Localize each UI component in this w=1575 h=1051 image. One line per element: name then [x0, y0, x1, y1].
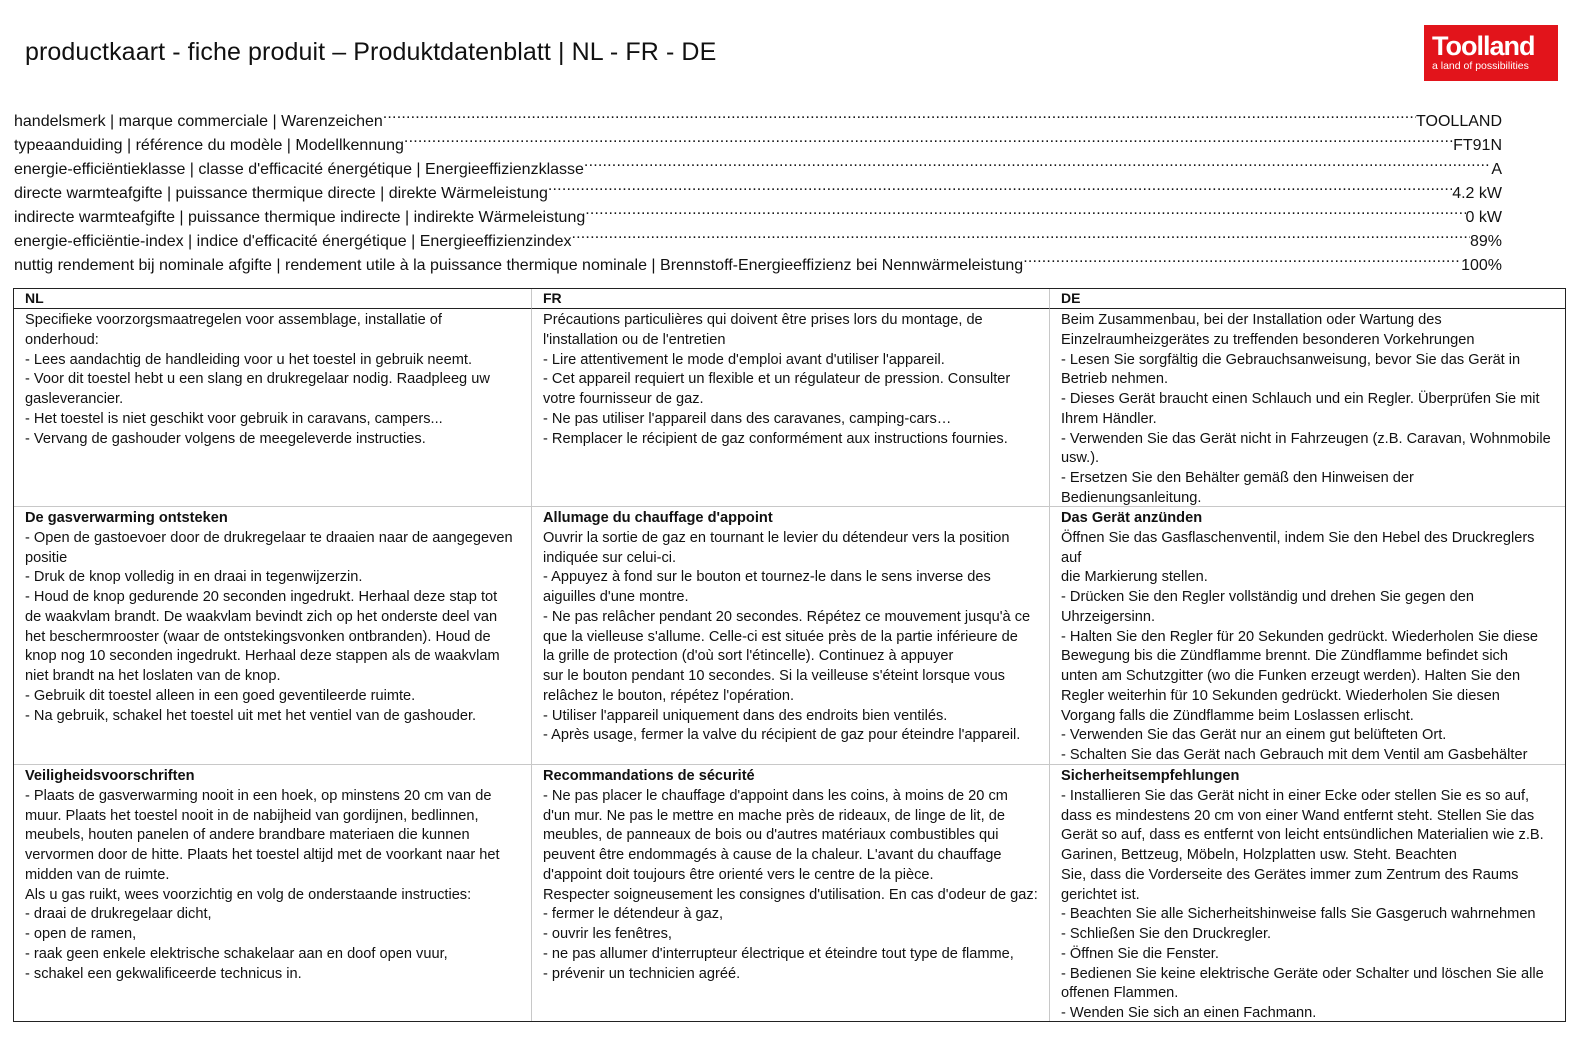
spec-label: typeaanduiding | référence du modèle | Modellkennung — [14, 137, 404, 154]
text-line: - Ne pas placer le chauffage d'appoint dans les coins, à moins de 20 cm — [543, 787, 1008, 804]
section-title: De gasverwarming ontsteken — [25, 510, 228, 526]
text-line: peuvent être endommagés à cause de la chaleur. L'avant du chauffage — [543, 847, 1002, 863]
text-line: aiguilles d'une montre. — [543, 589, 689, 605]
text-line: - Het toestel is niet geschikt voor gebruik in caravans, campers... — [25, 410, 443, 427]
spec-dot-leader — [1023, 246, 1461, 270]
text-line: - Lesen Sie sorgfältig die Gebrauchsanweisung, bevor Sie das Gerät in — [1061, 351, 1521, 368]
spec-label: directe warmteafgifte | puissance thermique directe | direkte Wärmeleistung — [14, 185, 548, 202]
spec-value: FT91N — [1453, 137, 1502, 154]
text-line: meubels, houten panelen of andere brandbare materiaen die kunnen — [25, 827, 470, 844]
text-line: votre fournisseur de gaz. — [543, 391, 704, 407]
text-line: - Ne pas relâcher pendant 20 secondes. Répétez ce mouvement jusqu'à ce — [543, 608, 1031, 625]
spec-dot-leader — [584, 150, 1491, 174]
text-line: gasleverancier. — [25, 391, 124, 407]
text-line: - Schließen Sie den Druckregler. — [1061, 926, 1272, 942]
spec-dot-leader — [572, 222, 1470, 246]
text-line: - Verwenden Sie das Gerät nur an einem gut belüfteten Ort. — [1061, 727, 1447, 744]
text-line: Bewegung bis die Zündflamme brennt. Die Zündflamme befindet sich — [1061, 648, 1508, 665]
text-line: relâchez le bouton, répétez l'opération. — [543, 687, 795, 704]
text-line: Beim Zusammenbau, bei der Installation oder Wartung des — [1061, 312, 1442, 328]
toolland-logo — [1424, 25, 1558, 81]
spec-label: handelsmerk | marque commerciale | Warenzeichen — [14, 113, 383, 130]
text-line: Respecter soigneusement les consignes d'utilisation. En cas d'odeur de gaz: — [543, 886, 1038, 903]
text-line: - Ersetzen Sie den Behälter gemäß den Hinweisen der — [1061, 470, 1414, 486]
text-line: la grille de protection (d'où sort l'étincelle). Continuez à appuyer — [543, 648, 954, 665]
section-title: Veiligheidsvoorschriften — [25, 768, 195, 784]
text-line: Einzelraumheizgerätes zu treffenden besonderen Vorkehrungen — [1061, 331, 1475, 348]
text-line: - Cet appareil requiert un flexible et un régulateur de pression. Consulter — [543, 371, 1011, 388]
text-line: - Houd de knop gedurende 20 seconden ingedrukt. Herhaal deze stap tot — [25, 589, 498, 605]
table-cell — [14, 309, 532, 507]
logo-name: Toolland — [1432, 31, 1535, 61]
spec-label: indirecte warmteafgifte | puissance thermique indirecte | indirekte Wärmeleistung — [14, 209, 586, 226]
text-line: l'installation ou de l'entretien — [543, 331, 726, 348]
text-line: usw.). — [1061, 450, 1100, 467]
section-title: Das Gerät anzünden — [1061, 510, 1203, 526]
text-line: - Halten Sie den Regler für 20 Sekunden gedrückt. Wiederholen Sie diese — [1061, 628, 1539, 645]
table-cell — [1050, 765, 1565, 1021]
spec-row — [14, 102, 1502, 130]
text-line: - Schalten Sie das Gerät nach Gebrauch mit dem Ventil am Gasbehälter — [1061, 747, 1528, 763]
info-table — [13, 288, 1566, 1022]
text-line: Gerät so auf, dass es entfernt von leicht entsündlichen Materialien wie z.B. — [1061, 827, 1544, 844]
section-title: Recommandations de sécurité — [543, 768, 755, 784]
text-line: Précautions particulières qui doivent être prises lors du montage, de — [543, 312, 983, 328]
text-line: die Markierung stellen. — [1061, 569, 1208, 586]
table-cell — [532, 507, 1050, 765]
spec-label: energie-efficiëntie-index | indice d'efficacité énergétique | Energieeffizienzindex — [14, 233, 572, 250]
text-line: - Drücken Sie den Regler vollständig und drehen Sie gegen den — [1061, 589, 1474, 605]
text-line: - Installieren Sie das Gerät nicht in einer Ecke oder stellen Sie es so auf, — [1061, 787, 1530, 804]
text-line: Specifieke voorzorgsmaatregelen voor assemblage, installatie of — [25, 312, 442, 328]
text-line: - Lees aandachtig de handleiding voor u het toestel in gebruik neemt. — [25, 351, 473, 368]
text-line: midden van de ruimte. — [25, 866, 170, 883]
section-title: Allumage du chauffage d'appoint — [543, 510, 773, 526]
text-line: sur le bouton pendant 10 secondes. Si la veilleuse s'éteint lorsque vous — [543, 668, 1005, 684]
text-line: Bedienungsanleitung. — [1061, 489, 1202, 506]
text-line: de waakvlam brandt. De waakvlam bevindt zich op het onderste deel van — [25, 608, 498, 625]
text-line: - Beachten Sie alle Sicherheitshinweise falls Sie Gasgeruch wahrnehmen — [1061, 906, 1536, 923]
section-title: Sicherheitsempfehlungen — [1061, 768, 1240, 784]
text-line: Regler weiterhin für 10 Sekunden gedrückt. Wiederholen Sie diesen — [1061, 687, 1500, 704]
spec-value: 4.2 kW — [1452, 185, 1502, 202]
text-line: gerichtet ist. — [1061, 886, 1140, 903]
text-line: - Utiliser l'appareil uniquement dans des endroits bien ventilés. — [543, 707, 948, 724]
table-cell — [1050, 507, 1565, 765]
text-line: - ne pas allumer d'interrupteur électrique et éteindre tout type de flamme, — [543, 945, 1014, 962]
text-line: onderhoud: — [25, 331, 99, 348]
text-line: - Gebruik dit toestel alleen in een goed geventileerde ruimte. — [25, 687, 416, 704]
text-line: - Na gebruik, schakel het toestel uit met het ventiel van de gashouder. — [25, 707, 477, 724]
text-line: - Ne pas utiliser l'appareil dans des caravanes, camping-cars… — [543, 410, 952, 427]
page-title: productkaart - fiche produit – Produktdatenblatt | NL - FR - DE — [25, 38, 717, 66]
text-line: - raak geen enkele elektrische schakelaar aan en doof open vuur, — [25, 945, 448, 962]
text-line: - Remplacer le récipient de gaz conformément aux instructions fournies. — [543, 430, 1008, 447]
text-line: dass es mindestens 20 cm von einer Wand entfernt steht. Stellen Sie das — [1061, 807, 1535, 824]
table-cell — [14, 507, 532, 765]
spec-value: A — [1491, 161, 1502, 178]
text-line: - Bedienen Sie keine elektrische Geräte oder Schalter und löschen Sie alle — [1061, 965, 1544, 982]
text-line: Uhrzeigersinn. — [1061, 608, 1156, 625]
column-header-de: DE — [1050, 289, 1565, 309]
text-line: - draai de drukregelaar dicht, — [25, 906, 212, 923]
spec-value: 100% — [1461, 257, 1502, 274]
text-line: - Open de gastoevoer door de drukregelaar te draaien naar de aangegeven — [25, 529, 513, 546]
text-line: d'un mur. Ne pas le mettre en mache près de rideaux, de linge de lit, de — [543, 807, 1005, 824]
text-line: - Vervang de gashouder volgens de meegeleverde instructies. — [25, 430, 426, 447]
spec-dot-leader — [548, 174, 1452, 198]
spec-value: 89% — [1469, 233, 1502, 250]
logo-tagline: a land of possibilities — [1432, 60, 1529, 72]
text-line: - Druk de knop volledig in en draai in tegenwijzerzin. — [25, 569, 363, 586]
text-line: - Dieses Gerät braucht einen Schlauch und ein Regler. Überprüfen Sie mit — [1061, 391, 1540, 407]
text-line: Ihrem Händler. — [1061, 410, 1157, 427]
table-cell — [532, 309, 1050, 507]
text-line: Sie, dass die Vorderseite des Gerätes immer zum Zentrum des Raums — [1061, 866, 1519, 883]
text-line: vervormen door de hitte. Plaats het toestel altijd met de voorkant naar het — [25, 847, 500, 863]
text-line: offenen Flammen. — [1061, 985, 1179, 1002]
text-line: muur. Plaats het toestel nooit in de nabijheid van gordijnen, bedlinnen, — [25, 807, 479, 824]
text-line: que la vielleuse s'allume. Celle-ci est située près de la partie inférieure de — [543, 628, 1018, 645]
spec-label: energie-efficiëntieklasse | classe d'efficacité énergétique | Energieeffizienzklasse — [14, 161, 584, 178]
spec-dot-leader — [585, 198, 1465, 222]
text-line: - Appuyez à fond sur le bouton et tournez-le dans le sens inverse des — [543, 569, 991, 586]
text-line: - Wenden Sie sich an einen Fachmann. — [1061, 1005, 1317, 1021]
text-line: meubles, de panneaux de bois ou d'autres matériaux combustibles qui — [543, 827, 999, 844]
spec-dot-leader — [404, 126, 1453, 150]
text-line: Vorgang falls die Zündflamme beim Loslassen erlischt. — [1061, 707, 1414, 724]
spec-dot-leader — [383, 102, 1416, 126]
text-line: Garinen, Bettzeug, Möbeln, Holzplatten usw. Steht. Beachten — [1061, 847, 1457, 863]
text-line: - open de ramen, — [25, 926, 137, 942]
text-line: - Lire attentivement le mode d'emploi avant d'utiliser l'appareil. — [543, 351, 945, 368]
text-line: Öffnen Sie das Gasflaschenventil, indem Sie den Hebel des Druckreglers auf — [1061, 529, 1535, 566]
table-cell — [532, 765, 1050, 1021]
text-line: Als u gas ruikt, wees voorzichtig en volg de onderstaande instructies: — [25, 886, 472, 903]
text-line: unten am Schutzgitter (wo die Funken erzeugt werden). Halten Sie den — [1061, 668, 1521, 684]
column-header-nl: NL — [14, 289, 532, 309]
spec-value: 0 kW — [1465, 209, 1502, 226]
text-line: - Après usage, fermer la valve du récipient de gaz pour éteindre l'appareil. — [543, 727, 1021, 744]
text-line: - Plaats de gasverwarming nooit in een hoek, op minstens 20 cm van de — [25, 787, 492, 804]
text-line: - Voor dit toestel hebt u een slang en drukregelaar nodig. Raadpleeg uw — [25, 371, 490, 388]
spec-label: nuttig rendement bij nominale afgifte | rendement utile à la puissance thermique nominale | Brennstoff-Energieeffizienz bei Nennwärmeleistung — [14, 257, 1024, 274]
text-line: niet brandt na het loslaten van de knop. — [25, 668, 281, 684]
spec-value: TOOLLAND — [1416, 113, 1502, 130]
text-line: - prévenir un technicien agréé. — [543, 965, 741, 982]
text-line: het beschermrooster (waar de ontstekingsvonken ontbranden). Houd de — [25, 628, 491, 645]
text-line: d'appoint doit toujours être orienté vers le centre de la pièce. — [543, 866, 934, 883]
table-cell — [14, 765, 532, 1021]
text-line: - ouvrir les fenêtres, — [543, 926, 672, 942]
text-line: knop nog 10 seconden ingedrukt. Herhaal deze stappen als de waakvlam — [25, 648, 500, 665]
table-cell — [1050, 309, 1565, 507]
text-line: - schakel een gekwalificeerde technicus in. — [25, 965, 302, 982]
text-line: Betrieb nehmen. — [1061, 371, 1169, 388]
column-header-fr: FR — [532, 289, 1050, 309]
text-line: - fermer le détendeur à gaz, — [543, 906, 724, 923]
text-line: - Verwenden Sie das Gerät nicht in Fahrzeugen (z.B. Caravan, Wohnmobile — [1061, 430, 1551, 447]
text-line: - Öffnen Sie die Fenster. — [1061, 945, 1219, 962]
text-line: Ouvrir la sortie de gaz en tournant le levier du détendeur vers la position — [543, 529, 1010, 546]
spec-list — [14, 102, 1502, 274]
text-line: indiquée sur celui-ci. — [543, 549, 677, 566]
text-line: positie — [25, 549, 68, 566]
